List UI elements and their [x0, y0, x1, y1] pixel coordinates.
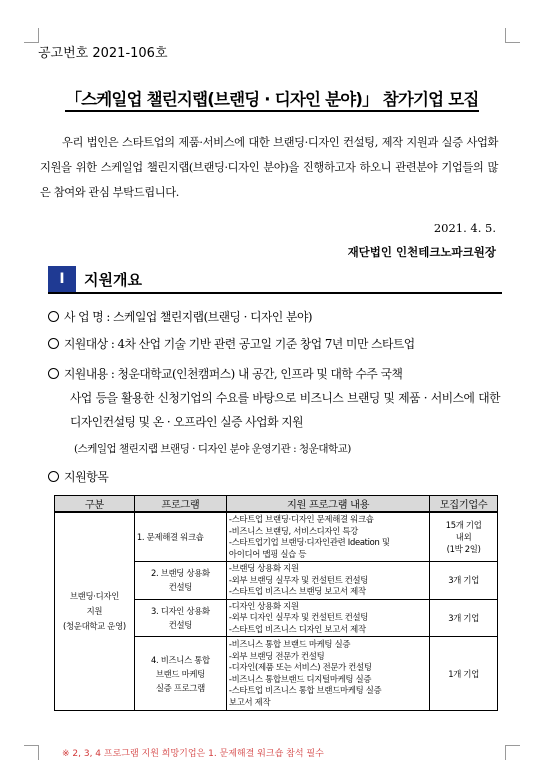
- circle-bullet-icon: [48, 471, 59, 482]
- program-name-cell: 3. 디자인 상용화 컨설팅: [134, 599, 226, 637]
- item-project-name: [48, 308, 500, 325]
- program-content-cell: -디자인 상용화 지원 -외부 디자인 실무자 및 컨설턴트 컨설팅 -스타트업 비즈니스 디자인 보고서 제작: [226, 599, 429, 637]
- item-programs-label-text: 지원항목: [64, 470, 109, 484]
- footnote: ※ 2, 3, 4 프로그램 지원 희망기업은 1. 문제해결 워크숍 참석 필수: [62, 749, 324, 759]
- crop-mark-bottom-left: [24, 745, 39, 760]
- item-project-name-text: 사 업 명 : 스케일업 챌린지랩(브랜딩 · 디자인 분야): [64, 310, 312, 324]
- program-content-cell: -비즈니스 통합 브랜드 마케팅 실증 -외부 브랜딩 전문가 컨설팅 -디자인(제품 또는 서비스) 전문가 컨설팅 -비즈니스 통합브랜드 디지털마케팅 실증 -스타트업 비즈니스 통합 브랜드마케팅 실증 보고서 제작: [226, 637, 429, 711]
- issuing-organization: 재단법인 인천테크노파크원장: [347, 245, 496, 259]
- program-name-cell: 1. 문제해결 워크숍: [134, 512, 226, 562]
- header-content: 지원 프로그램 내용: [226, 496, 429, 513]
- circle-bullet-icon: [48, 311, 59, 322]
- item-support-content-line2: 사업 등을 활용한 신청기업의 수요를 바탕으로 비즈니스 브랜딩 및 제품 · 서비스에 대한 디자인컨설팅 및 온 · 오프라인 실증 사업화 지원: [70, 391, 500, 429]
- circle-bullet-icon: [48, 368, 59, 379]
- document-title: [0, 86, 544, 110]
- crop-mark-bottom-right: [505, 745, 520, 760]
- notice-date: 2021. 4. 5.: [433, 221, 496, 235]
- program-name-cell: 2. 브랜딩 상용화 컨설팅: [134, 562, 226, 600]
- program-name-cell: 4. 비즈니스 통합 브랜드 마케팅 실증 프로그램: [134, 637, 226, 711]
- circle-bullet-icon: [48, 338, 59, 349]
- section-title: 지원개요: [84, 271, 142, 289]
- item-target-text: 지원대상 : 4차 산업 기술 기반 관련 공고일 기준 창업 7년 미만 스타트업: [64, 337, 415, 351]
- item-support-content: [48, 362, 500, 434]
- category-cell: 브랜딩·디자인 지원 (청운대학교 운영): [55, 512, 135, 711]
- header-program: 프로그램: [134, 496, 226, 513]
- operator-note: (스케일업 챌린지랩 브랜딩 · 디자인 분야 운영기관 : 청운대학교): [74, 443, 351, 455]
- intro-paragraph: 우리 법인은 스타트업의 제품·서비스에 대한 브랜딩·디자인 컨설팅, 제작 지원과 실증 사업화 지원을 위한 스케일업 챌린지랩(브랜딩·디자인 분야)을 진행하고자 하오니 관련분야 기업들의 많은 참여와 관심 부탁드립니다.: [40, 136, 498, 199]
- table-header-row: [55, 496, 498, 513]
- document-title-text: 「스케일업 챌린지랩(브랜딩 · 디자인 분야)」 참가기업 모집: [65, 90, 478, 112]
- program-count-cell: 3개 기업: [430, 562, 498, 600]
- section-number-badge: Ⅰ: [48, 266, 76, 292]
- notice-number: 공고번호 2021-106호: [38, 46, 168, 61]
- program-count-cell: 15개 기업 내외 (1박 2일): [430, 512, 498, 562]
- section-header: [48, 266, 502, 294]
- crop-mark-top-left: [24, 28, 39, 43]
- item-support-content-line1: 지원내용 : 청운대학교(인천캠퍼스) 내 공간, 인프라 및 대학 수주 국책: [64, 367, 403, 381]
- item-target: [48, 335, 500, 352]
- crop-mark-top-right: [505, 28, 520, 43]
- program-table: [54, 495, 498, 711]
- item-programs-label: [48, 468, 500, 485]
- header-count: 모집기업수: [430, 496, 498, 513]
- program-count-cell: 3개 기업: [430, 599, 498, 637]
- program-content-cell: -브랜딩 상용화 지원 -외부 브랜딩 실무자 및 컨설턴트 컨설팅 -스타트업 비즈니스 브랜딩 보고서 제작: [226, 562, 429, 600]
- header-category: 구분: [55, 496, 135, 513]
- program-count-cell: 1개 기업: [430, 637, 498, 711]
- program-content-cell: -스타트업 브랜딩·디자인 문제해결 워크숍 -비즈니스 브랜딩, 서비스디자인 특강 -스타트업기업 브랜딩·디자인관련 Ideation 및 아이디어 맵핑 실습 등: [226, 512, 429, 562]
- table-row: [55, 512, 498, 562]
